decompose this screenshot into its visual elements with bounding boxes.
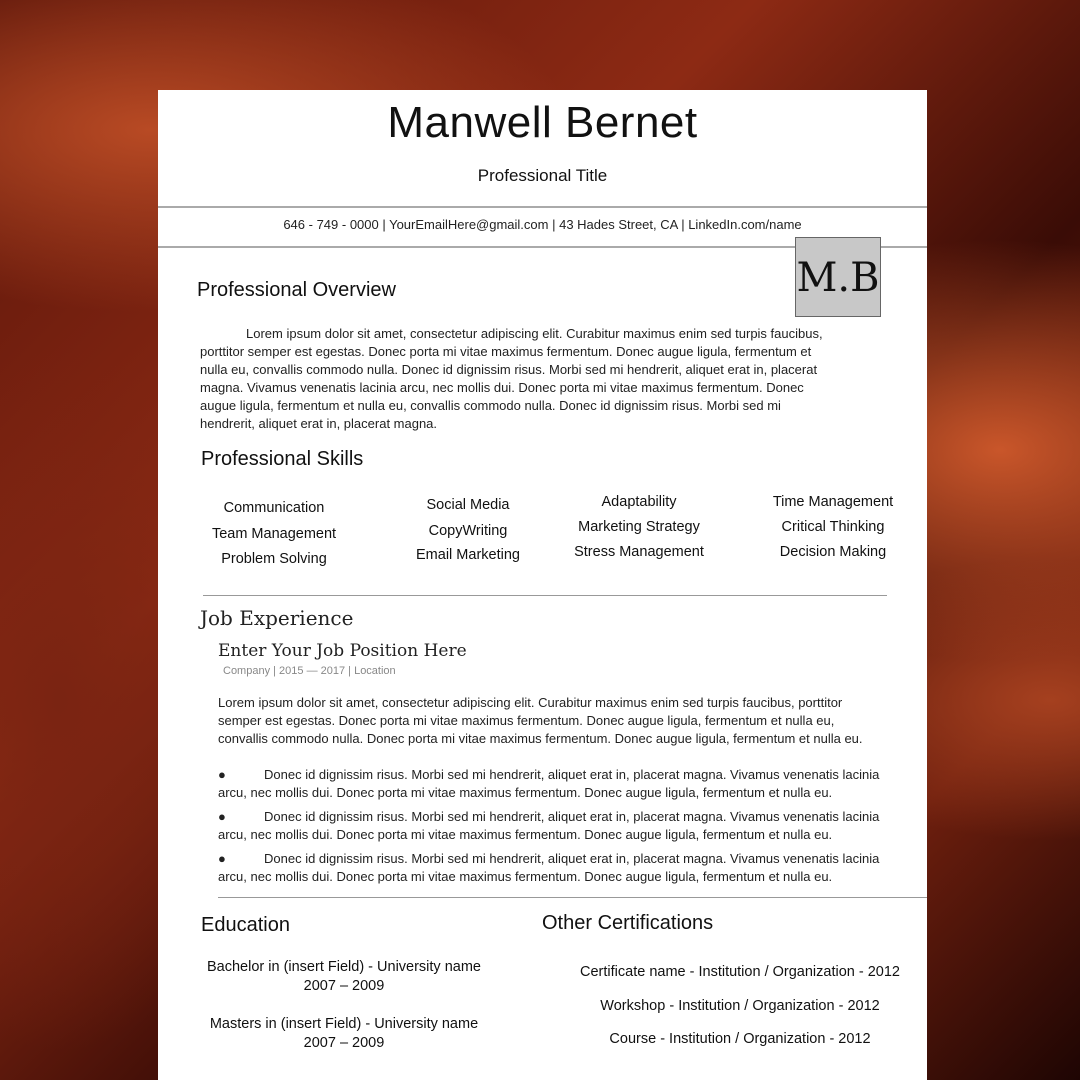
resume-page: [158, 90, 927, 1080]
bullet-item: ● Donec id dignissim risus. Morbi sed mi hendrerit, aliquet erat in, placerat magna. Vivamus venenatis lacinia arcu, nec mollis dui. Donec porta mi vitae maximus fermentum. Donec augue ligula, fermentum et nulla eu.: [218, 767, 880, 800]
education-item: [194, 958, 494, 996]
certification-item: Course - Institution / Organization - 2012: [609, 1031, 871, 1047]
skill: Stress Management: [574, 544, 704, 560]
text-line: Lorem ipsum dolor sit amet, consectetur adipiscing elit. Curabitur maximus enim sed turpis faucibus,: [246, 326, 823, 341]
education-item: [194, 1015, 494, 1053]
education-heading: Education: [201, 914, 290, 936]
bullet-text: arcu, nec mollis dui. Donec porta mi vitae maximus fermentum. Donec augue ligula, fermentum et nulla eu.: [218, 869, 833, 884]
skill: Decision Making: [779, 544, 887, 560]
overview-heading: Professional Overview: [197, 279, 396, 301]
text-line: augue ligula, fermentum et nulla eu, convallis commodo nulla. Donec id dignissim risus. Morbi sed mi: [200, 398, 781, 413]
skill: Communication: [223, 500, 325, 516]
text-line: porttitor semper est egestas. Donec porta mi vitae maximus fermentum. Donec augue ligula, fermentum et: [200, 344, 812, 359]
skill: Time Management: [772, 494, 894, 510]
certification-item: Workshop - Institution / Organization - 2012: [600, 998, 880, 1014]
text-line: hendrerit, aliquet erat in, placerat magna.: [200, 416, 438, 431]
years: 2007 – 2009: [303, 1035, 385, 1051]
professional-title: Professional Title: [477, 166, 608, 185]
monogram: M.B: [795, 237, 881, 317]
text-line: Lorem ipsum dolor sit amet, consectetur adipiscing elit. Curabitur maximus enim sed turpis faucibus, porttitor: [218, 695, 843, 710]
skill: Team Management: [211, 526, 337, 542]
skill: Email Marketing: [416, 547, 520, 563]
text-line: magna. Vivamus venenatis lacinia arcu, nec mollis dui. Donec porta mi vitae maximus fermentum. Donec: [200, 380, 804, 395]
divider: [158, 206, 927, 208]
skill: CopyWriting: [428, 523, 508, 539]
bullet-text: Donec id dignissim risus. Morbi sed mi hendrerit, aliquet erat in, placerat magna. Vivamus venenatis lacinia: [264, 767, 880, 782]
skill: Marketing Strategy: [578, 519, 700, 535]
job-position: Enter Your Job Position Here: [218, 641, 467, 661]
text-line: convallis commodo nulla. Donec porta mi vitae maximus fermentum. Donec augue ligula, fermentum et nulla eu.: [218, 731, 863, 746]
contact-line: 646 - 749 - 0000 | YourEmailHere@gmail.com | 43 Hades Street, CA | LinkedIn.com/name: [283, 217, 802, 232]
bullet-text: Donec id dignissim risus. Morbi sed mi hendrerit, aliquet erat in, placerat magna. Vivamus venenatis lacinia: [264, 809, 880, 824]
overview-text: [200, 325, 823, 433]
divider: [203, 595, 887, 596]
degree: Bachelor in (insert Field) - University name: [207, 959, 481, 975]
text-line: nulla eu, convallis commodo nulla. Donec id dignissim risus. Morbi sed mi hendrerit, aliquet erat in, placerat: [200, 362, 818, 377]
degree: Masters in (insert Field) - University name: [209, 1016, 479, 1032]
skill: Adaptability: [601, 494, 677, 510]
skills-heading: Professional Skills: [201, 448, 364, 470]
experience-heading: Job Experience: [200, 606, 354, 630]
years: 2007 – 2009: [303, 978, 385, 994]
job-meta: Company | 2015 — 2017 | Location: [223, 665, 396, 677]
skill: Critical Thinking: [781, 519, 885, 535]
bullet-text: Donec id dignissim risus. Morbi sed mi hendrerit, aliquet erat in, placerat magna. Vivamus venenatis lacinia: [264, 851, 880, 866]
job-description: [218, 694, 863, 748]
bullet-item: ● Donec id dignissim risus. Morbi sed mi hendrerit, aliquet erat in, placerat magna. Vivamus venenatis lacinia arcu, nec mollis dui. Donec porta mi vitae maximus fermentum. Donec augue ligula, fermentum et nulla eu.: [218, 809, 880, 842]
bullet-text: arcu, nec mollis dui. Donec porta mi vitae maximus fermentum. Donec augue ligula, fermentum et nulla eu.: [218, 785, 833, 800]
divider: [218, 897, 927, 898]
certification-item: Certificate name - Institution / Organization - 2012: [580, 964, 900, 980]
candidate-name: Manwell Bernet: [387, 98, 698, 147]
certifications-heading: Other Certifications: [542, 912, 714, 934]
text-line: semper est egestas. Donec porta mi vitae maximus fermentum. Donec augue ligula, fermentum et nulla eu,: [218, 713, 835, 728]
skill: Social Media: [426, 497, 510, 513]
skill: Problem Solving: [221, 551, 327, 567]
bullet-text: arcu, nec mollis dui. Donec porta mi vitae maximus fermentum. Donec augue ligula, fermentum et nulla eu.: [218, 827, 833, 842]
bullet-item: ● Donec id dignissim risus. Morbi sed mi hendrerit, aliquet erat in, placerat magna. Vivamus venenatis lacinia arcu, nec mollis dui. Donec porta mi vitae maximus fermentum. Donec augue ligula, fermentum et nulla eu.: [218, 851, 880, 884]
